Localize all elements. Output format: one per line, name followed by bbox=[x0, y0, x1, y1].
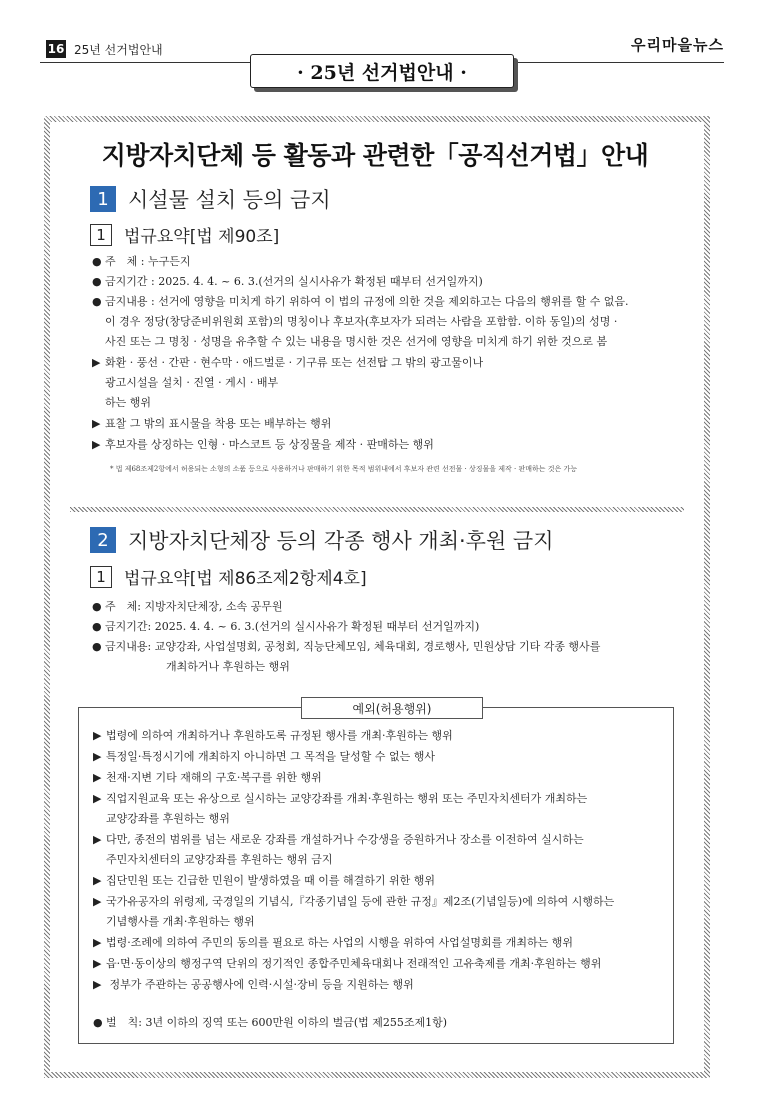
section-1-subject: ● 주 체 : 누구든지 bbox=[92, 255, 191, 268]
triangle-bullet-icon: ▶ bbox=[93, 833, 102, 846]
bullet-icon: ● bbox=[92, 275, 102, 288]
bullet-icon: ● bbox=[92, 620, 102, 633]
section-1-title: 시설물 설치 등의 금지 bbox=[128, 188, 331, 212]
section-2-content: ● 금지내용: 교양강좌, 사업설명회, 공청회, 직능단체모임, 체육대회, 경로행사, 민원상담 기타 각종 행사를 bbox=[92, 640, 601, 653]
running-title: 25년 선거법안내 bbox=[74, 43, 163, 57]
triangle-bullet-icon: ▶ bbox=[93, 771, 102, 784]
bullet-icon: ● bbox=[93, 1016, 103, 1029]
exception-item: ▶ 법령에 의하여 개최하거나 후원하도록 규정된 행사를 개최·후원하는 행위 bbox=[93, 729, 453, 742]
triangle-bullet-icon: ▶ bbox=[92, 356, 101, 369]
exception-item: ▶ 읍·면·동이상의 행정구역 단위의 정기적인 종합주민체육대회나 전래적인 고유축제를 개최·후원하는 행위 bbox=[93, 957, 602, 970]
penalty: ● 벌 칙: 3년 이하의 징역 또는 600만원 이하의 벌금(법 제255조제1항) bbox=[93, 1016, 448, 1029]
section-2-heading bbox=[90, 525, 553, 555]
exception-item: ▶ 정부가 주관하는 공공행사에 인력·시설·장비 등을 지원하는 행위 bbox=[93, 978, 414, 991]
triangle-bullet-icon: ▶ bbox=[93, 895, 102, 908]
content-frame bbox=[44, 116, 710, 1078]
triangle-bullet-icon: ▶ bbox=[93, 792, 102, 805]
section-2-subheading bbox=[90, 564, 367, 589]
section-2-sub-title: 법규요약[법 제86조제2항제4호] bbox=[124, 569, 367, 589]
exceptions-box bbox=[78, 701, 674, 1044]
exception-item: ▶ 법령·조례에 의하여 주민의 동의를 필요로 하는 사업의 시행을 위하여 사업설명회를 개최하는 행위 bbox=[93, 936, 573, 949]
bullet-icon: ● bbox=[92, 600, 102, 613]
triangle-bullet-icon: ▶ bbox=[93, 957, 102, 970]
exception-item: ▶ 집단민원 또는 긴급한 민원이 발생하였을 때 이를 해결하기 위한 행위 bbox=[93, 874, 435, 887]
bullet-icon: ● bbox=[92, 255, 102, 268]
bullet-icon: ● bbox=[92, 295, 102, 308]
section-divider bbox=[70, 507, 684, 512]
section-1-act: ▶ 후보자를 상징하는 인형 · 마스코트 등 상징물을 제작 · 판매하는 행위 bbox=[92, 438, 434, 451]
exception-item: ▶ 특정일·특정시기에 개최하지 아니하면 그 목적을 달성할 수 없는 행사 bbox=[93, 750, 435, 763]
section-2-sub-number: 1 bbox=[90, 566, 112, 588]
exception-item-line: 기념행사를 개최·후원하는 행위 bbox=[106, 915, 255, 928]
triangle-bullet-icon: ▶ bbox=[92, 438, 101, 451]
section-1-sub-title: 법규요약[법 제90조] bbox=[124, 227, 280, 247]
section-1-act-line: 하는 행위 bbox=[105, 396, 152, 409]
page-number: 16 bbox=[47, 42, 65, 56]
section-1-subheading bbox=[90, 222, 279, 247]
triangle-bullet-icon: ▶ bbox=[93, 978, 102, 991]
exception-item: ▶ 천재·지변 기타 재해의 구호·복구를 위한 행위 bbox=[93, 771, 322, 784]
document-title: 지방자치단체 등 활동과 관련한「공직선거법」안내 bbox=[101, 141, 649, 170]
exception-item: ▶ 직업지원교육 또는 유상으로 실시하는 교양강좌를 개최·후원하는 행위 또는 주민자치센터가 개최하는 bbox=[93, 792, 588, 805]
exception-item-line: 주민자치센터의 교양강좌를 후원하는 행위 금지 bbox=[106, 853, 333, 866]
section-1-heading bbox=[90, 184, 331, 214]
exception-item: ▶ 국가유공자의 위령제, 국경일의 기념식,『각종기념일 등에 관한 규정』제2조(기념일등)에 의하여 시행하는 bbox=[93, 895, 615, 908]
section-1-sub-number: 1 bbox=[90, 224, 112, 246]
section-1-content: ● 금지내용 : 선거에 영향을 미치게 하기 위하여 이 법의 규정에 의한 것을 제외하고는 다음의 행위를 할 수 없음. bbox=[92, 295, 629, 308]
triangle-bullet-icon: ▶ bbox=[93, 936, 102, 949]
section-1-content-line: 사진 또는 그 명칭 · 성명을 유추할 수 있는 내용을 명시한 것은 선거에 영향을 미치게 하기 위한 것으로 봄 bbox=[105, 335, 608, 348]
section-1-number: 1 bbox=[90, 186, 116, 212]
section-2-number: 2 bbox=[90, 527, 116, 553]
exceptions-label: 예외(허용행위) bbox=[301, 697, 483, 719]
triangle-bullet-icon: ▶ bbox=[93, 750, 102, 763]
section-1-period: ● 금지기간 : 2025. 4. 4. ~ 6. 3.(선거의 실시사유가 확정된 때부터 선거일까지) bbox=[92, 275, 483, 288]
bullet-icon: ● bbox=[92, 640, 102, 653]
section-1-content-line: 이 경우 정당(창당준비위원회 포함)의 명칭이나 후보자(후보자가 되려는 사람을 포함함. 이하 동일)의 성명 · bbox=[105, 315, 618, 328]
exception-item-line: 교양강좌를 후원하는 행위 bbox=[106, 812, 230, 825]
section-1-footnote: * 법 제68조제2항에서 허용되는 소형의 소품 등으로 사용하거나 판매하기 위한 목적 범위내에서 후보자 관련 선전물 · 상징물을 제작 · 판매하는 것은 가능 bbox=[110, 465, 577, 473]
section-2-content-line: 개최하거나 후원하는 행위 bbox=[166, 660, 290, 673]
section-2-subject: ● 주 체: 지방자치단체장, 소속 공무원 bbox=[92, 600, 283, 613]
section-1-act: ▶ 표찰 그 밖의 표시물을 착용 또는 배부하는 행위 bbox=[92, 417, 332, 430]
exception-item: ▶ 다만, 종전의 범위를 넘는 새로운 강좌를 개설하거나 수강생을 증원하거나 장소를 이전하여 실시하는 bbox=[93, 833, 584, 846]
brand-logo: 우리마을뉴스 bbox=[631, 36, 724, 54]
triangle-bullet-icon: ▶ bbox=[92, 417, 101, 430]
section-2-period: ● 금지기간: 2025. 4. 4. ~ 6. 3.(선거의 실시사유가 확정된 때부터 선거일까지) bbox=[92, 620, 480, 633]
title-banner: · 25년 선거법안내 · bbox=[250, 54, 514, 88]
section-1-act: ▶ 화환 · 풍선 · 간판 · 현수막 · 애드벌룬 · 기구류 또는 선전탑 그 밖의 광고물이나 bbox=[92, 356, 484, 369]
section-2-title: 지방자치단체장 등의 각종 행사 개최·후원 금지 bbox=[128, 529, 554, 553]
triangle-bullet-icon: ▶ bbox=[93, 874, 102, 887]
triangle-bullet-icon: ▶ bbox=[93, 729, 102, 742]
section-1-act-line: 광고시설을 설치 · 진열 · 게시 · 배부 bbox=[105, 376, 279, 389]
